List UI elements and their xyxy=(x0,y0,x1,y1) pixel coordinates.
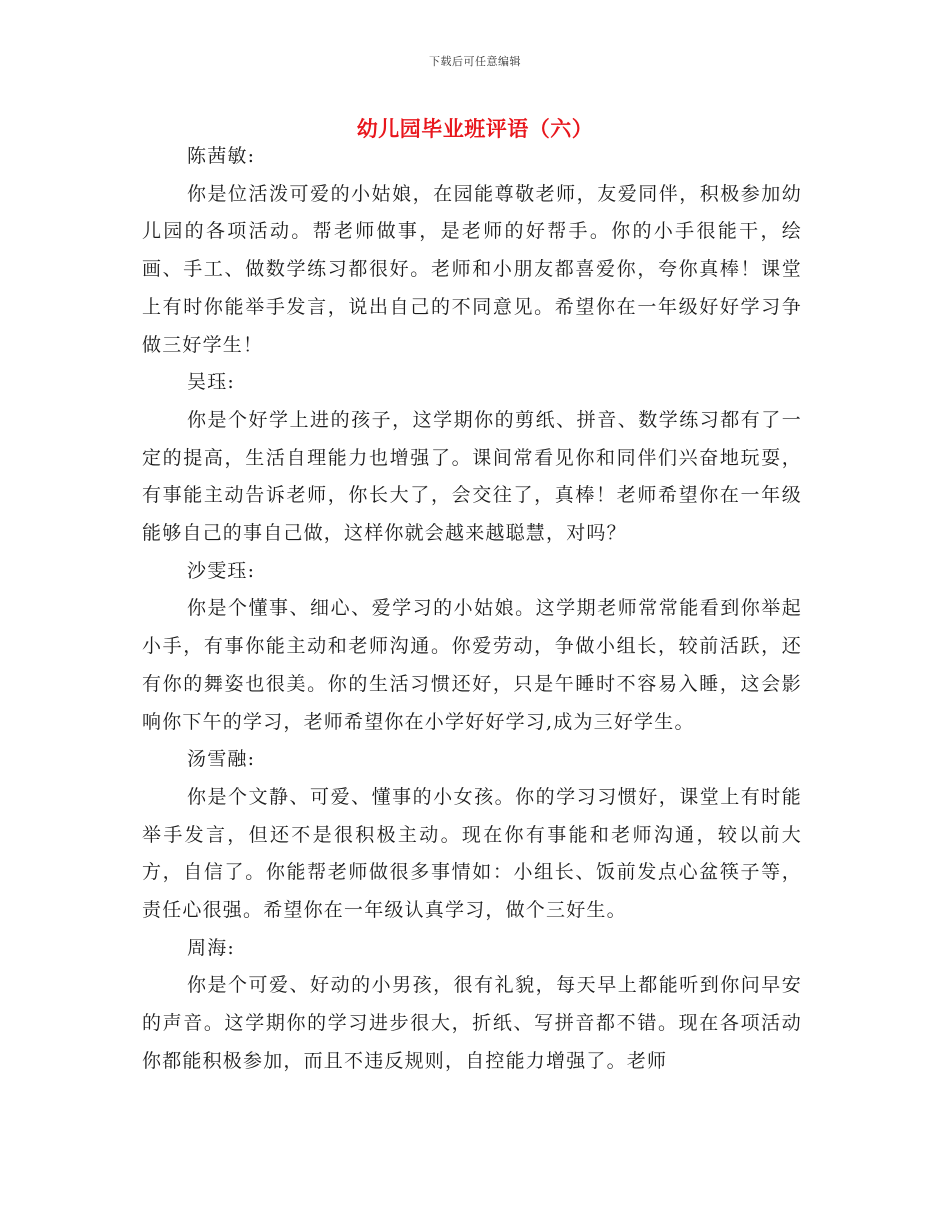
entry-comment: 你是位活泼可爱的小姑娘，在园能尊敬老师，友爱同伴，积极参加幼儿园的各项活动。帮老师做事，是老师的好帮手。你的小手很能干，绘画、手工、做数学练习都很好。老师和小朋友都喜爱你，夸你真棒！课堂上有时你能举手发言，说出自己的不同意见。希望你在一年级好好学习争做三好学生！ xyxy=(142,182,802,356)
entry-name: 吴珏: xyxy=(187,371,236,394)
entry-comment: 你是个好学上进的孩子，这学期你的剪纸、拼音、数学练习都有了一定的提高，生活自理能力也增强了。课间常看见你和同伴们兴奋地玩耍，有事能主动告诉老师，你长大了，会交往了，真棒！老师希望你在一年级能够自己的事自己做，这样你就会越来越聪慧，对吗？ xyxy=(142,408,802,545)
entry-name: 周海: xyxy=(187,936,236,959)
entry-comment: 你是个懂事、细心、爱学习的小姑娘。这学期老师常常能看到你举起小手，有事你能主动和老师沟通。你爱劳动，争做小组长，较前活跃，还有你的舞姿也很美。你的生活习惯还好，只是午睡时不容易入睡，这会影响你下午的学习，老师希望你在小学好好学习,成为三好学生。 xyxy=(142,597,802,733)
document-title: 幼儿园毕业班评语（六） xyxy=(356,116,594,141)
entry-comment: 你是个可爱、好动的小男孩，很有礼貌，每天早上都能听到你问早安的声音。这学期你的学习进步很大，折纸、写拼音都不错。现在各项活动你都能积极参加，而且不违反规则，自控能力增强了。老师 xyxy=(142,974,802,1072)
document-body xyxy=(142,138,802,1081)
entry-comment: 你是个文静、可爱、懂事的小女孩。你的学习习惯好，课堂上有时能举手发言，但还不是很积极主动。现在你有事能和老师沟通，较以前大方，自信了。你能帮老师做很多事情如：小组长、饭前发点心盆筷子等，责任心很强。希望你在一年级认真学习，做个三好生。 xyxy=(142,785,802,922)
entry-name: 汤雪融: xyxy=(187,748,256,771)
entry-name: 沙雯珏: xyxy=(187,559,256,582)
entry-name: 陈茜敏: xyxy=(187,145,256,167)
page-header-note: 下载后可任意编辑 xyxy=(429,55,521,68)
